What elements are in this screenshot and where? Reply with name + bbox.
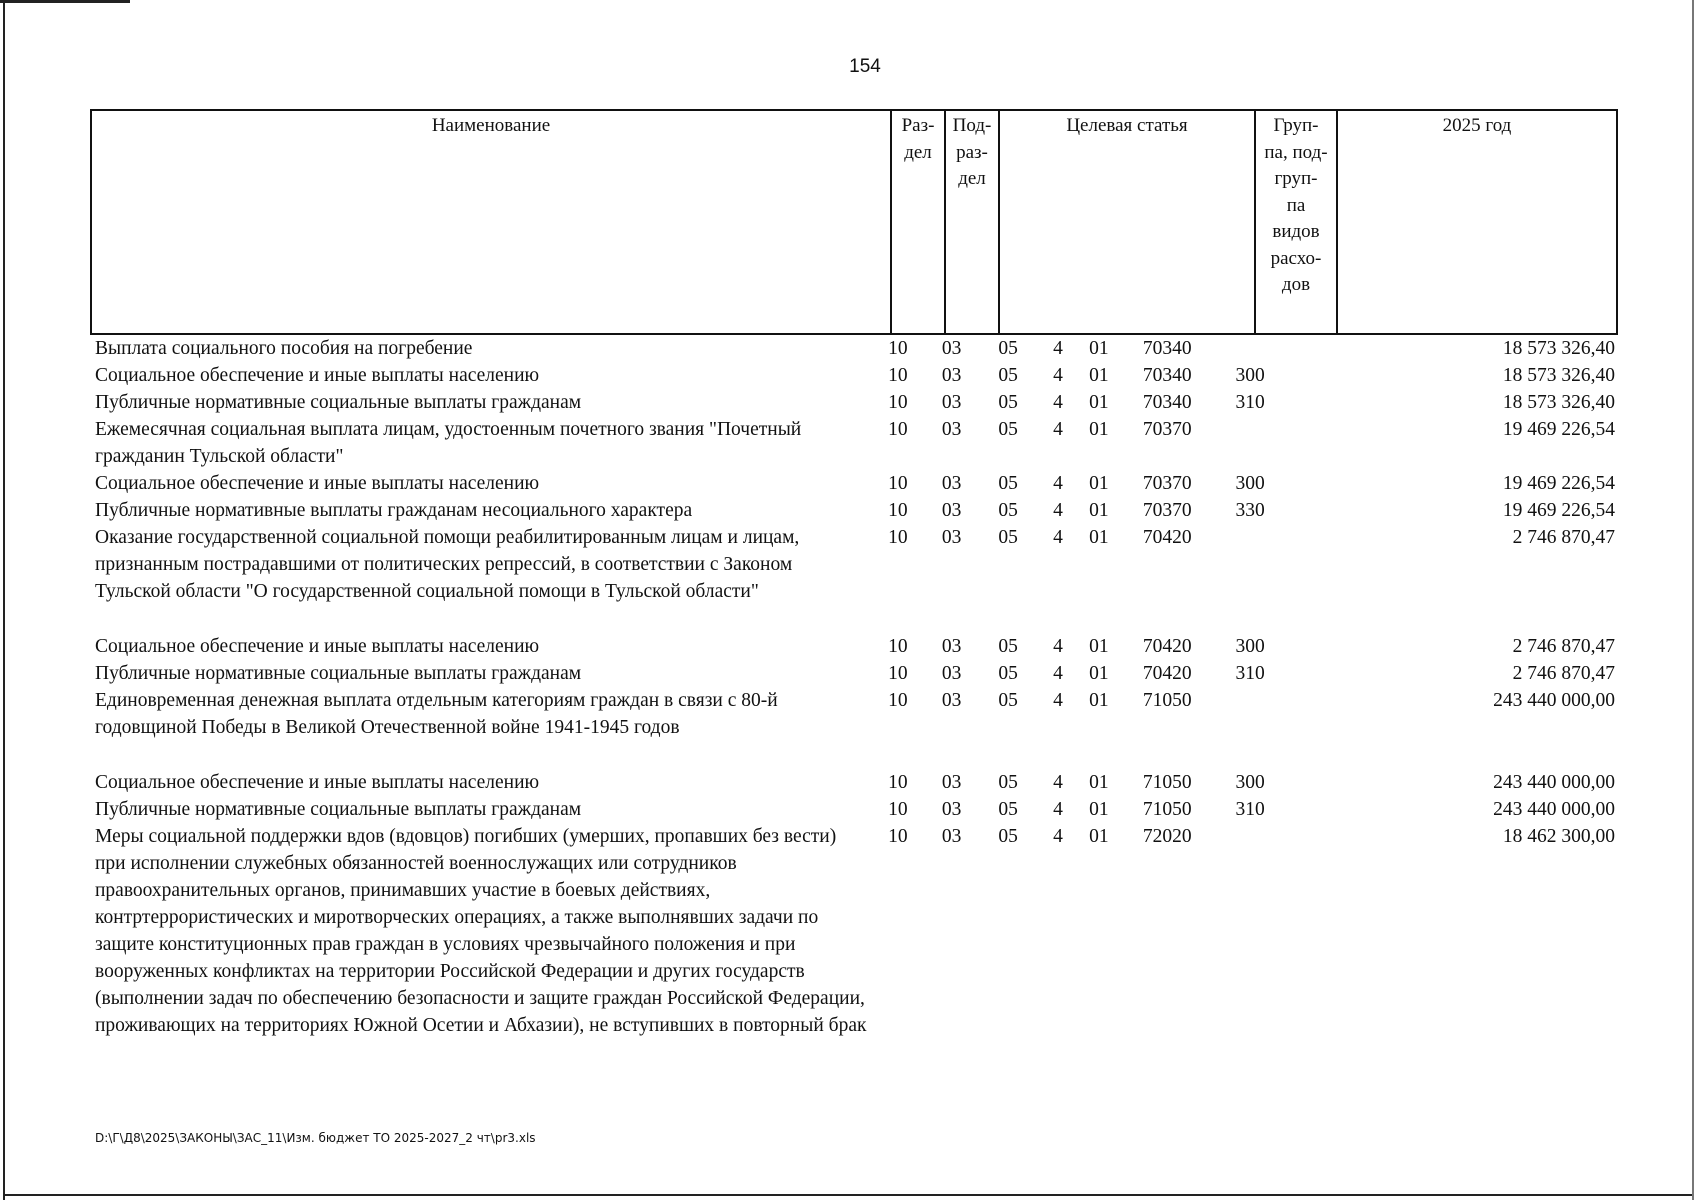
row-amount: 243 440 000,00 <box>1493 772 1615 793</box>
row-razdel: 10 <box>888 663 908 684</box>
row-cs-program: 05 <box>998 500 1018 521</box>
row-cs-direction: 70370 <box>1142 473 1192 494</box>
row-cs-type: 4 <box>1053 365 1063 386</box>
row-razdel: 10 <box>888 636 908 657</box>
row-cs-subprogram: 01 <box>1089 500 1109 521</box>
row-cs-direction: 70340 <box>1142 365 1192 386</box>
row-cs-type: 4 <box>1053 473 1063 494</box>
header-vid-rashodov-line: расхо- <box>1270 247 1322 269</box>
row-cs-subprogram: 01 <box>1089 473 1109 494</box>
row-cs-subprogram: 01 <box>1089 772 1109 793</box>
row-cs-direction: 71050 <box>1142 690 1192 711</box>
page-number: 154 <box>849 56 881 77</box>
header-year-text: 2025 год <box>1442 115 1512 136</box>
row-podrazdel: 03 <box>941 473 962 494</box>
scan-border-bottom <box>3 1194 1693 1196</box>
row-cs-program: 05 <box>998 663 1018 684</box>
header-podrazdel-line: дел <box>958 168 986 189</box>
row-amount: 2 746 870,47 <box>1512 663 1615 684</box>
row-name: Публичные нормативные социальные выплаты гражданам <box>95 663 582 684</box>
row-podrazdel: 03 <box>941 419 962 440</box>
row-razdel: 10 <box>888 527 908 548</box>
row-name: Публичные нормативные социальные выплаты гражданам <box>95 392 582 413</box>
row-amount: 18 573 326,40 <box>1502 392 1615 413</box>
row-amount: 2 746 870,47 <box>1512 636 1615 657</box>
row-cs-program: 05 <box>998 772 1018 793</box>
header-podrazdel-line: раз- <box>956 141 988 163</box>
row-cs-type: 4 <box>1053 527 1063 548</box>
row-cs-subprogram: 01 <box>1089 663 1109 684</box>
row-name: Ежемесячная социальная выплата лицам, удостоенным почетного звания "Почетный гражданин Тульской области" <box>95 419 802 467</box>
table-body <box>90 335 1618 1039</box>
header-vid-rashodov-line: видов <box>1272 221 1320 242</box>
row-cs-program: 05 <box>998 826 1018 847</box>
table-row <box>90 416 1618 470</box>
row-amount: 19 469 226,54 <box>1502 419 1615 440</box>
row-cs-type: 4 <box>1053 799 1063 820</box>
row-vr <box>1214 335 1286 362</box>
scan-border-top <box>0 0 130 3</box>
row-vr: 310 <box>1235 663 1265 684</box>
row-cs-type: 4 <box>1053 500 1063 521</box>
row-cs-direction: 71050 <box>1142 799 1192 820</box>
header-razdel-line: дел <box>904 141 932 163</box>
table-row <box>90 497 1618 524</box>
row-amount: 19 469 226,54 <box>1502 473 1615 494</box>
row-razdel: 10 <box>888 392 908 413</box>
row-podrazdel: 03 <box>941 690 962 711</box>
header-vid-rashodov-line: дов <box>1281 274 1311 295</box>
row-name: Меры социальной поддержки вдов (вдовцов) погибших (умерших, пропавших без вести) при исполнении служебных обязанностей военнослужащих или сотрудников правоохранительных органов, принимавших участие в боевых действиях, контртеррористических и миротворческих операциях, а также выполнявших задачи по защите конституционных прав граждан в условиях чрезвычайного положения и при вооруженных конфликтах на территории Российской Федерации и других государств (выполнении задач по обеспечению безопасности и защите граждан Российской Федерации, проживающих на территориях Южной Осетии и Абхазии), не вступивших в повторный брак <box>95 826 867 1036</box>
row-cs-direction: 71050 <box>1142 772 1192 793</box>
header-name <box>92 111 892 333</box>
row-name: Социальное обеспечение и иные выплаты населению <box>95 636 540 657</box>
header-podrazdel-line: Под- <box>952 115 992 136</box>
row-cs-direction: 70370 <box>1142 419 1192 440</box>
row-cs-subprogram: 01 <box>1089 338 1109 359</box>
table-row <box>90 524 1618 605</box>
row-cs-direction: 70370 <box>1142 500 1192 521</box>
row-razdel: 10 <box>888 473 908 494</box>
header-celevaya-statya-text: Целевая статья <box>1066 115 1188 136</box>
row-cs-program: 05 <box>998 527 1018 548</box>
row-vr <box>1214 524 1286 605</box>
row-amount: 18 462 300,00 <box>1502 826 1615 847</box>
row-name: Публичные нормативные социальные выплаты гражданам <box>95 799 582 820</box>
row-name: Публичные нормативные выплаты гражданам несоциального характера <box>95 500 693 521</box>
row-vr: 300 <box>1235 772 1265 793</box>
table-row <box>90 769 1618 796</box>
row-cs-program: 05 <box>998 365 1018 386</box>
row-vr <box>1214 687 1286 741</box>
row-cs-type: 4 <box>1053 772 1063 793</box>
header-year <box>1338 111 1616 333</box>
row-name: Оказание государственной социальной помощи реабилитированным лицам и лицам, признанным пострадавшими от политических репрессий, в соответствии с Законом Тульской области "О государственной социальной помощи в Тульской области" <box>95 527 800 602</box>
row-vr: 310 <box>1235 799 1265 820</box>
row-cs-program: 05 <box>998 392 1018 413</box>
scan-border-left <box>3 0 5 1200</box>
header-name-text: Наименование <box>431 115 551 136</box>
row-cs-type: 4 <box>1053 392 1063 413</box>
row-cs-direction: 70420 <box>1142 636 1192 657</box>
header-vid-rashodov-line: па, под- <box>1264 141 1328 163</box>
row-cs-subprogram: 01 <box>1089 690 1109 711</box>
row-podrazdel: 03 <box>941 500 962 521</box>
header-vid-rashodov <box>1256 111 1338 333</box>
row-name: Социальное обеспечение и иные выплаты населению <box>95 772 540 793</box>
table-row <box>90 633 1618 660</box>
row-cs-type: 4 <box>1053 663 1063 684</box>
row-cs-program: 05 <box>998 799 1018 820</box>
row-cs-subprogram: 01 <box>1089 799 1109 820</box>
row-cs-direction: 70420 <box>1142 527 1192 548</box>
table-header <box>90 109 1618 335</box>
scan-border-right <box>1692 0 1694 1200</box>
row-cs-type: 4 <box>1053 690 1063 711</box>
row-cs-subprogram: 01 <box>1089 826 1109 847</box>
row-cs-subprogram: 01 <box>1089 527 1109 548</box>
row-cs-program: 05 <box>998 473 1018 494</box>
row-razdel: 10 <box>888 338 908 359</box>
row-cs-program: 05 <box>998 419 1018 440</box>
header-podrazdel <box>946 111 1000 333</box>
row-cs-type: 4 <box>1053 419 1063 440</box>
table-row <box>90 389 1618 416</box>
row-vr: 300 <box>1235 473 1265 494</box>
row-vr: 310 <box>1235 392 1265 413</box>
table-row <box>90 687 1618 741</box>
row-cs-program: 05 <box>998 636 1018 657</box>
row-amount: 243 440 000,00 <box>1493 690 1615 711</box>
row-razdel: 10 <box>888 772 908 793</box>
row-name: Единовременная денежная выплата отдельным категориям граждан в связи с 80-й годовщиной Победы в Великой Отечественной войне 1941-1945 годов <box>95 690 778 738</box>
row-razdel: 10 <box>888 500 908 521</box>
row-cs-direction: 70340 <box>1142 392 1192 413</box>
row-amount: 18 573 326,40 <box>1502 365 1615 386</box>
row-vr: 300 <box>1235 365 1265 386</box>
row-amount: 18 573 326,40 <box>1502 338 1615 359</box>
row-podrazdel: 03 <box>941 365 962 386</box>
row-podrazdel: 03 <box>941 636 962 657</box>
row-cs-type: 4 <box>1053 338 1063 359</box>
row-podrazdel: 03 <box>941 799 962 820</box>
row-podrazdel: 03 <box>941 392 962 413</box>
row-razdel: 10 <box>888 799 908 820</box>
header-celevaya-statya <box>1000 111 1256 333</box>
row-razdel: 10 <box>888 365 908 386</box>
table-row <box>90 796 1618 823</box>
table-row <box>90 362 1618 389</box>
row-razdel: 10 <box>888 419 908 440</box>
row-name: Социальное обеспечение и иные выплаты населению <box>95 365 540 386</box>
row-podrazdel: 03 <box>941 663 962 684</box>
row-amount: 243 440 000,00 <box>1493 799 1615 820</box>
header-vid-rashodov-line: па <box>1286 194 1306 216</box>
row-podrazdel: 03 <box>941 338 962 359</box>
row-razdel: 10 <box>888 826 908 847</box>
row-name: Выплата социального пособия на погребение <box>95 338 473 359</box>
row-cs-subprogram: 01 <box>1089 419 1109 440</box>
row-podrazdel: 03 <box>941 826 962 847</box>
row-cs-subprogram: 01 <box>1089 365 1109 386</box>
row-vr <box>1214 823 1286 1039</box>
header-vid-rashodov-line: Груп- <box>1273 115 1319 136</box>
row-cs-program: 05 <box>998 690 1018 711</box>
row-cs-direction: 70340 <box>1142 338 1192 359</box>
row-cs-subprogram: 01 <box>1089 636 1109 657</box>
row-vr <box>1214 416 1286 470</box>
row-vr: 300 <box>1235 636 1265 657</box>
table-row <box>90 470 1618 497</box>
row-cs-type: 4 <box>1053 636 1063 657</box>
row-podrazdel: 03 <box>941 527 962 548</box>
table-row <box>90 823 1618 1039</box>
header-razdel-line: Раз- <box>901 115 935 136</box>
header-vid-rashodov-line: груп- <box>1274 168 1318 189</box>
row-amount: 19 469 226,54 <box>1502 500 1615 521</box>
row-cs-direction: 70420 <box>1142 663 1192 684</box>
row-cs-program: 05 <box>998 338 1018 359</box>
file-path-footer: D:\Г\Д8\2025\ЗАКОНЫ\ЗАС_11\Изм. бюджет ТО 2025-2027_2 чт\pr3.xls <box>95 1131 536 1145</box>
table-row <box>90 335 1618 362</box>
row-razdel: 10 <box>888 690 908 711</box>
row-cs-subprogram: 01 <box>1089 392 1109 413</box>
header-razdel <box>892 111 946 333</box>
table-row <box>90 660 1618 687</box>
row-podrazdel: 03 <box>941 772 962 793</box>
row-amount: 2 746 870,47 <box>1512 527 1615 548</box>
row-cs-type: 4 <box>1053 826 1063 847</box>
row-name: Социальное обеспечение и иные выплаты населению <box>95 473 540 494</box>
row-cs-direction: 72020 <box>1142 826 1192 847</box>
row-vr: 330 <box>1235 500 1265 521</box>
